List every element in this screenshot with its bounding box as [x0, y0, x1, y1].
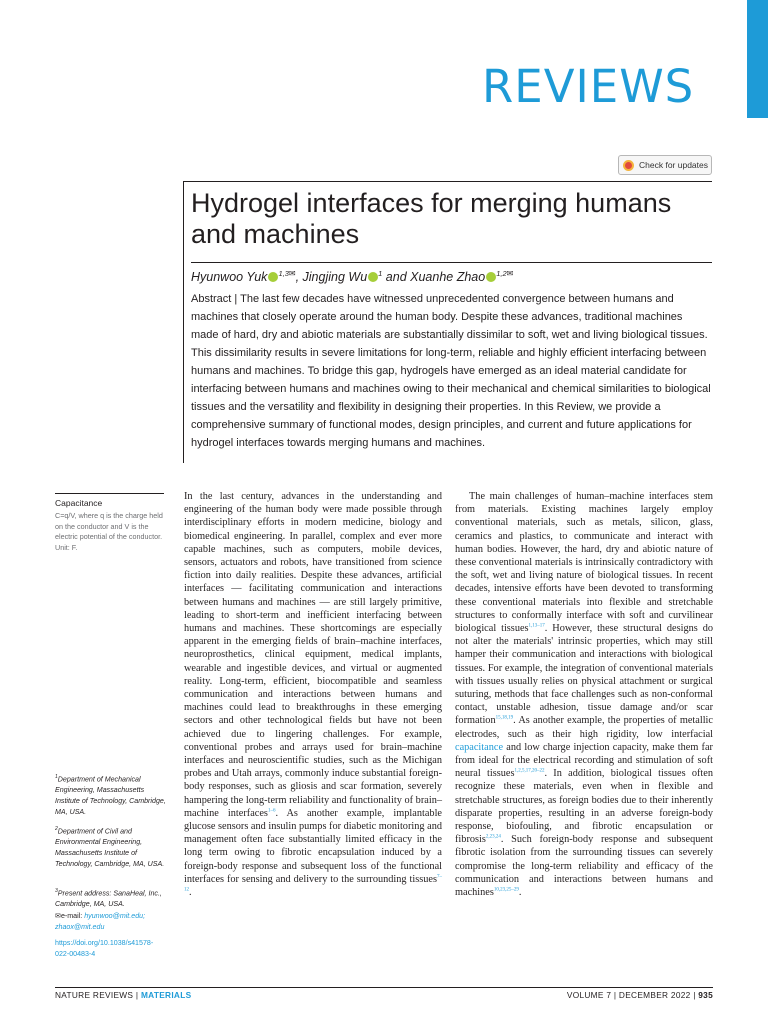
- reference-link[interactable]: 1,13–17: [528, 623, 545, 629]
- email-line: [55, 911, 167, 933]
- author-separator: ,: [295, 270, 303, 285]
- author-name[interactable]: Hyunwoo Yuk: [191, 270, 268, 285]
- body-paragraph: [184, 490, 442, 899]
- author-name[interactable]: Xuanhe Zhao: [410, 270, 486, 285]
- side-rule: [183, 181, 184, 463]
- author-list: [191, 266, 712, 285]
- body-text: In the last century, advances in the understanding and engineering of the human body were made possible through interdisciplinary efforts in modern medicine, biology and biomedical engineering. In parallel, complex and ever more capable machines, such as computers, mobile devices, sensors, actuators and robots, have transitioned from science fiction into daily realities. Despite these advances, artificial interfaces — facilitating communication and interactions between humans and machines — are still largely primitive, leading to short-term and inefficient interfacing between humans and machines. These shortcomings are especially apparent in the emerging fields of brain–machine interfaces, neuroprosthetics, clinical equipment, medical implants, wearable and ingestible devices, and virtual or augmented reality. Long-term, efficient, biocompatible and seamless communication and interactions between humans and machines could lead to breakthroughs in these emerging sectors and other technological fields but have not been achieved due to lingering challenges. For example, conventional probes and arrays used for brain–machine interfaces and neuroscientific studies, such as the Michigan probes and Utah arrays, commonly induce substantial foreign-body responses, such as gliosis and scar formation, severely hampering the long-term reliability and functionality of brain–machine interfaces: [184, 491, 442, 819]
- reference-link[interactable]: 1–6: [267, 808, 276, 814]
- author-affil-sup: 1,3: [278, 269, 289, 278]
- body-text: .: [189, 887, 192, 899]
- mail-icon[interactable]: ✉: [288, 269, 296, 278]
- body-column-2: [455, 490, 713, 899]
- glossary-definition: C=q/V, where q is the charge held on the conductor and V is the electric potential of the conductor. Unit: F.: [55, 511, 163, 552]
- mail-icon[interactable]: ✉: [506, 269, 514, 278]
- abstract-label: Abstract |: [191, 293, 241, 305]
- body-text: .: [518, 887, 522, 899]
- section-label: REVIEWS: [482, 60, 695, 113]
- body-column-1: [184, 490, 442, 899]
- glossary-rule: [55, 493, 164, 494]
- reference-link[interactable]: 15,18,19: [495, 716, 514, 722]
- abstract: [191, 290, 712, 452]
- email-link[interactable]: hyunwoo@mit.edu;: [84, 912, 146, 920]
- article-title: Hydrogel interfaces for merging humans and machines: [191, 188, 672, 249]
- glossary-term-link[interactable]: capacitance: [455, 741, 504, 753]
- crossmark-icon: [623, 160, 634, 171]
- reference-link[interactable]: 2,23,24: [485, 834, 501, 840]
- body-text: . However, these structural designs do not alter the materials' intrinsic properties, which may still hamper their communication and interactions with biological tissues. For example, the integration of conventional materials with tissues usually relies on physical attachment or surgical suturing, methods that face challenges such as non-conformal contact, unstable adhesion, tissue damage and/or scar formation: [455, 623, 713, 727]
- body-text: and low charge injection capacity, make them far from ideal for the electrical recording and stimulation of soft neural tissues: [455, 741, 713, 780]
- orcid-icon[interactable]: [368, 272, 378, 282]
- page-number: 935: [698, 990, 713, 1000]
- glossary-term: Capacitance: [55, 498, 103, 508]
- footer-issue: [567, 990, 713, 1000]
- affiliation-text: Department of Civil and Environmental Engineering, Massachusetts Institute of Technology, Cambridge, MA, USA.: [55, 827, 165, 868]
- reference-link[interactable]: 7–12: [184, 874, 442, 893]
- email-label: e-mail:: [60, 912, 85, 920]
- body-text: . As another example, the properties of metallic electrodes, such as their high rigidity, low interfacial: [455, 715, 713, 740]
- author-rule: [191, 262, 712, 263]
- affiliation-sup: 3: [55, 888, 58, 894]
- affiliation: [55, 886, 167, 910]
- author-affil-sup: 1,2: [496, 269, 507, 278]
- footer-journal: [55, 990, 191, 1000]
- check-for-updates-label: Check for updates: [639, 160, 708, 170]
- orcid-icon[interactable]: [268, 272, 278, 282]
- email-link[interactable]: zhaox@mit.edu: [55, 922, 105, 931]
- affiliation: [55, 772, 167, 818]
- reference-link[interactable]: 10,23,25–29: [493, 887, 519, 893]
- body-text: . In addition, biological tissues often recognize these materials, even when in flexible and stretchable structures, as foreign bodies due to their inherently disparate properties, resulting in an adverse foreign-body response, biofouling, and fibrotic encapsulation or fibrosis: [455, 768, 714, 846]
- issue-info: VOLUME 7 | DECEMBER 2022 |: [566, 990, 699, 1000]
- affiliation-sup: 2: [55, 826, 58, 832]
- journal-subject: MATERIALS: [140, 990, 192, 1000]
- mail-icon: ✉: [55, 912, 61, 920]
- author-affil-sup: 1: [378, 269, 383, 278]
- abstract-text: The last few decades have witnessed unprecedented convergence between humans and machines that closely operate around the human body. Despite these advances, traditional machines made of hard, dry and abiotic materials are substantially dissimilar to soft, wet and living biological tissues. This dissimilarity results in severe limitations for long-term, reliable and highly efficient interfacing between humans and machines. To bridge this gap, hydrogels have emerged as an ideal material candidate for interfacing between humans and machines owing to their mechanical and chemical similarities to biological tissues and the versatility and flexibility in designing their properties. In this Review, we provide a comprehensive summary of functional modes, design principles, and current and future applications for hydrogel interfaces towards merging humans and machines.: [191, 293, 711, 449]
- author-separator: and: [382, 270, 411, 285]
- orcid-icon[interactable]: [486, 272, 496, 282]
- affiliation: [55, 824, 167, 870]
- affiliation-text: Present address: SanaHeal, Inc., Cambridge, MA, USA.: [55, 889, 162, 909]
- affiliation-text: Department of Mechanical Engineering, Massachusetts Institute of Technology, Cambridge, MA, USA.: [55, 775, 166, 816]
- journal-name: NATURE REVIEWS |: [55, 990, 141, 1000]
- title-rule: [183, 181, 712, 182]
- body-text: . Such foreign-body response and subsequent fibrotic isolation from the surrounding tissues can severely compromise the long-term reliability and efficacy of the communication and interactions between humans and machines: [455, 834, 713, 899]
- author-name[interactable]: Jingjing Wu: [302, 270, 368, 285]
- body-text: . As another example, implantable glucose sensors and insulin pumps for diabetic monitoring and management often face substantially limited efficacy in the long term owing to fibrotic encapsulation induced by a foreign-body response and subsequent loss of the functional interfaces for sensing and delivery to the surrounding tissues: [184, 807, 442, 885]
- check-for-updates-button[interactable]: [618, 155, 712, 175]
- doi-link[interactable]: https://doi.org/10.1038/s41578-022-00483-4: [55, 939, 154, 958]
- accent-bar: [747, 0, 768, 118]
- affiliation-sup: 1: [55, 774, 58, 780]
- reference-link[interactable]: 1,2,5,17,20–22: [514, 768, 545, 774]
- body-text: The main challenges of human–machine interfaces stem from materials. Existing machines largely employ conventional materials, such as metals, silicon, glass, ceramics and plastics, to communicate and interact with human bodies. However, the hard, dry and abiotic nature of these conventional materials is intrinsically contradictory with the soft, wet and living nature of biological tissues. In recent decades, intensive efforts have been devoted to transforming these conventional materials into flexible and stretchable structures to conformally interface with soft and curvilinear biological tissues: [455, 491, 713, 635]
- footer-rule: [55, 987, 713, 988]
- body-paragraph: [455, 490, 713, 899]
